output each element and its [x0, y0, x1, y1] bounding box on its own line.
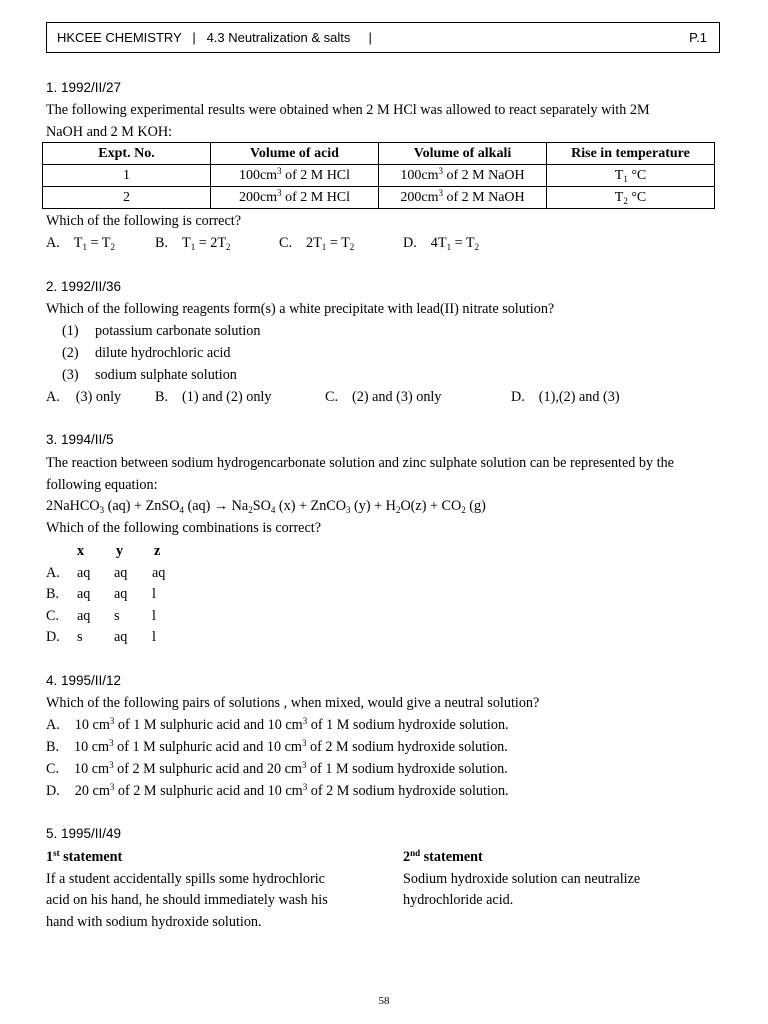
q2-item-text: sodium sulphate solution — [95, 367, 237, 383]
q4-question: Which of the following pairs of solutions , when mixed, would give a neutral solution? — [46, 695, 540, 711]
q2-item-text: potassium carbonate solution — [95, 323, 261, 339]
header-left — [57, 30, 372, 45]
q3-row-letter: D. — [46, 629, 60, 645]
q3-cell: l — [152, 608, 156, 624]
q5-first-statement-heading: 1st statement — [46, 848, 123, 865]
q2-question: Which of the following reagents form(s) a white precipitate with lead(II) nitrate solution? — [46, 301, 555, 317]
table-cell-expt-no: 1 — [43, 165, 211, 187]
q3-column-header: y — [116, 543, 124, 559]
header-separator-2: | — [368, 30, 372, 45]
q5-first-statement-line: acid on his hand, he should immediately wash his — [46, 892, 328, 908]
q3-label: 3. 1994/II/5 — [46, 432, 114, 447]
q4-label: 4. 1995/II/12 — [46, 673, 122, 688]
table-header-cell: Volume of alkali — [379, 143, 547, 165]
q2-item-number: (2) — [62, 345, 79, 361]
q1-option-d: D. $4T_1 = T_2$ — [403, 235, 480, 252]
page-header — [46, 22, 720, 53]
q3-cell: aq — [152, 565, 166, 581]
page-number: 58 — [378, 995, 390, 1007]
q3-row-letter: C. — [46, 608, 60, 624]
q3-row-letter: A. — [46, 565, 60, 581]
q3-cell: s — [77, 629, 83, 645]
q1-label: 1. 1992/II/27 — [46, 80, 122, 95]
table-header-cell: Volume of acid — [211, 143, 379, 165]
q3-cell: aq — [77, 608, 91, 624]
q5-second-statement-line: Sodium hydroxide solution can neutralize — [403, 871, 641, 887]
table-cell-alkali: $200cm^3$ of 2 M NaOH — [379, 187, 547, 209]
q2-option-b: B. (1) and (2) only — [155, 389, 272, 405]
q3-cell: l — [152, 629, 156, 645]
q3-cell: aq — [77, 586, 91, 602]
q5-second-statement-heading: 2nd statement — [403, 848, 483, 865]
table-cell-alkali: $100cm^3$ of 2 M NaOH — [379, 165, 547, 187]
q5-first-statement-line: If a student accidentally spills some hydrochloric — [46, 871, 325, 887]
header-separator: | — [192, 30, 196, 45]
q3-question: Which of the following combinations is correct? — [46, 520, 322, 536]
table-row — [43, 187, 715, 209]
header-subject: HKCEE CHEMISTRY — [57, 30, 182, 45]
q5-label: 5. 1995/II/49 — [46, 826, 122, 841]
q1-option-a: A. $T_1 = T_2$ — [46, 235, 115, 252]
q2-item-text: dilute hydrochloric acid — [95, 345, 231, 361]
q3-cell: aq — [114, 586, 128, 602]
table-cell-acid: $100cm^3$ of 2 M HCl — [211, 165, 379, 187]
q3-column-header: z — [154, 543, 161, 559]
q1-results-table — [42, 142, 715, 209]
table-header-row — [43, 143, 715, 165]
q3-column-header: x — [77, 543, 85, 559]
q2-option-a: A. (3) only — [46, 389, 122, 405]
table-header-cell: Expt. No. — [43, 143, 211, 165]
q3-row-letter: B. — [46, 586, 60, 602]
q2-option-c: C. (2) and (3) only — [325, 389, 442, 405]
table-row — [43, 165, 715, 187]
q3-cell: aq — [114, 565, 128, 581]
q3-intro-line1: The reaction between sodium hydrogencarbonate solution and zinc sulphate solution can be represented by the — [46, 455, 674, 471]
header-page: P.1 — [689, 30, 707, 45]
q1-intro-line1: The following experimental results were obtained when 2 M HCl was allowed to react separately with 2M — [46, 102, 650, 118]
q3-cell: aq — [77, 565, 91, 581]
q1-option-c: C. $2T_1 = T_2$ — [279, 235, 355, 252]
q5-second-statement-line: hydrochloride acid. — [403, 892, 514, 908]
q1-intro-line2: NaOH and 2 M KOH: — [46, 124, 173, 140]
table-cell-expt-no: 2 — [43, 187, 211, 209]
q2-item-number: (1) — [62, 323, 79, 339]
q1-option-b: B. $T_1 = 2T_2$ — [155, 235, 231, 252]
q3-equation: 2NaHCO$_3$ (aq) + ZnSO$_4$ $(aq) \to Na_2SO_4$ (x) + ZnCO$_3$ $(y) + H_2O(z) + CO_2$ (g) — [46, 498, 486, 515]
q4-option-c: C. 10 $cm^3$ of 2 M sulphuric acid and 20 $cm^3$ of 1 M sodium hydroxide solution. — [46, 760, 508, 777]
q3-cell: l — [152, 586, 156, 602]
q2-option-d: D. (1),(2) and (3) — [511, 389, 620, 405]
q3-intro-line2: following equation: — [46, 477, 158, 493]
q2-label: 2. 1992/II/36 — [46, 279, 122, 294]
q4-option-d: D. 20 $cm^3$ of 2 M sulphuric acid and 10 $cm^3$ of 2 M sodium hydroxide solution. — [46, 782, 509, 799]
q1-question: Which of the following is correct? — [46, 213, 242, 229]
q3-cell: s — [114, 608, 120, 624]
q2-item-number: (3) — [62, 367, 79, 383]
table-header-cell: Rise in temperature — [547, 143, 715, 165]
q5-first-statement-line: hand with sodium hydroxide solution. — [46, 914, 262, 930]
q3-cell: aq — [114, 629, 128, 645]
q4-option-b: B. 10 $cm^3$ of 1 M sulphuric acid and 10 $cm^3$ of 2 M sodium hydroxide solution. — [46, 738, 508, 755]
q4-option-a: A. 10 $cm^3$ of 1 M sulphuric acid and 10 $cm^3$ of 1 M sodium hydroxide solution. — [46, 716, 509, 733]
table-cell-acid: $200cm^3$ of 2 M HCl — [211, 187, 379, 209]
header-topic: 4.3 Neutralization & salts — [206, 30, 351, 45]
table-cell-temperature: $T_1$ °C — [547, 165, 715, 187]
table-cell-temperature: $T_2$ °C — [547, 187, 715, 209]
